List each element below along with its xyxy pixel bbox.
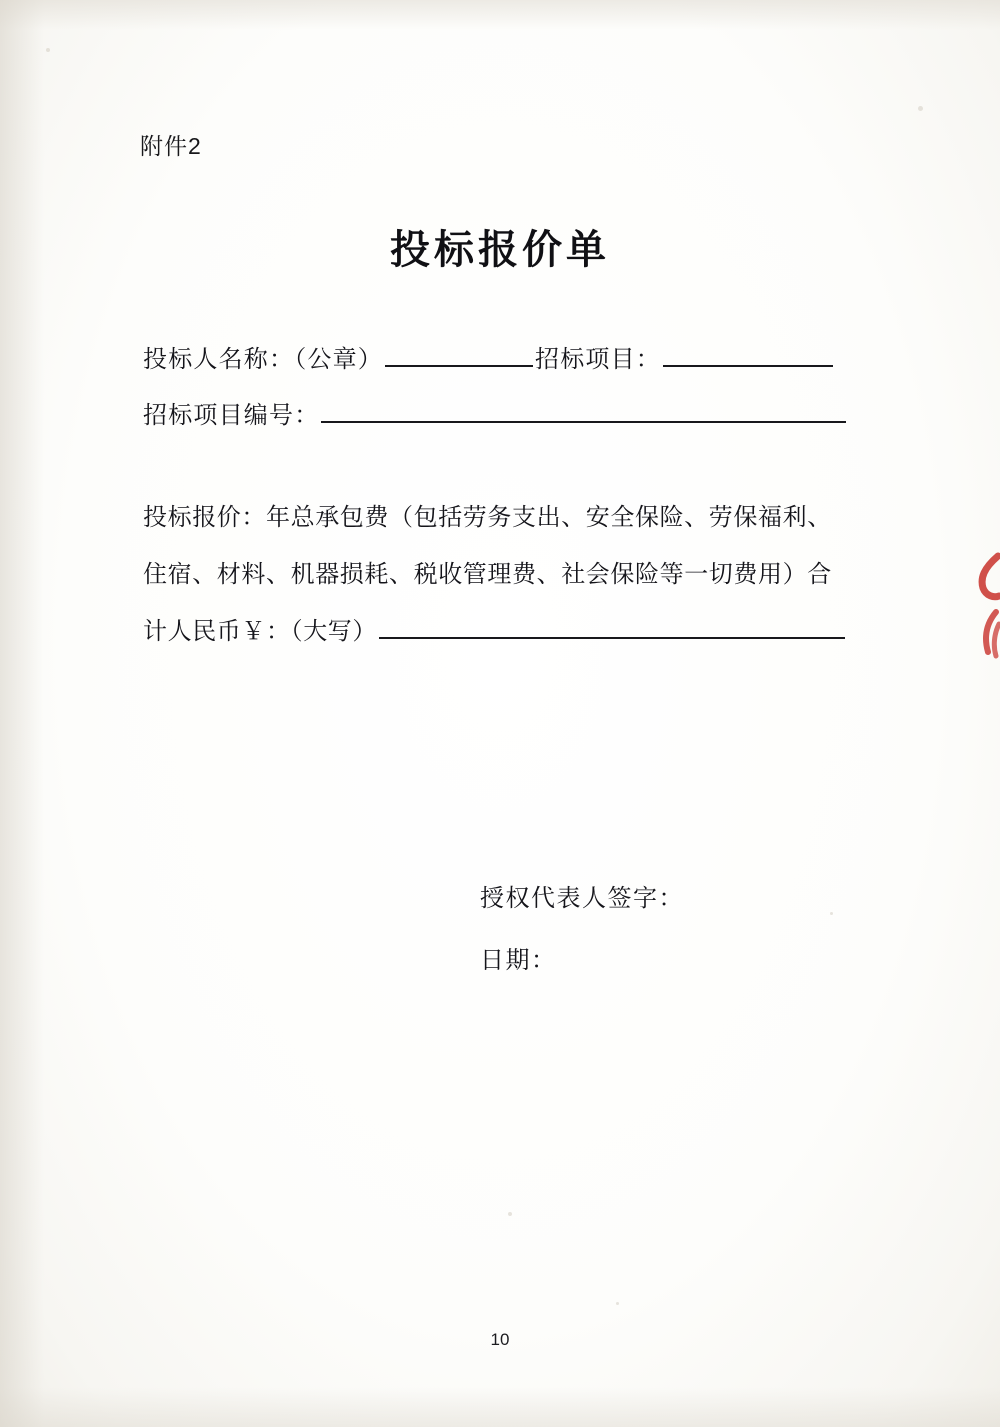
tender-project-label: 招标项目： — [535, 347, 661, 373]
scan-speck — [508, 1212, 512, 1216]
bid-price-line-1: 投标报价：年总承包费（包括劳务支出、安全保险、劳保福利、 — [143, 505, 832, 531]
signature-block — [480, 868, 684, 992]
authorized-representative-label: 授权代表人签字： — [480, 886, 684, 912]
amount-in-words-blank[interactable] — [379, 613, 845, 639]
scan-speck — [46, 48, 50, 52]
bid-price-line-3 — [143, 604, 873, 661]
red-stamp-fragment-icon — [974, 552, 1000, 662]
field-row-bidder-name — [143, 332, 883, 388]
tender-project-blank[interactable] — [663, 341, 833, 367]
bidder-name-blank[interactable] — [385, 341, 533, 367]
form-fields — [143, 332, 883, 444]
bidder-name-label: 投标人名称：（公章） — [143, 347, 383, 373]
scan-speck — [918, 106, 923, 111]
scan-speck — [830, 912, 833, 915]
bid-price-line-2: 住宿、材料、机器损耗、税收管理费、社会保险等一切费用）合 — [143, 562, 832, 588]
scan-speck — [616, 1302, 619, 1305]
bid-price-paragraph — [143, 490, 873, 661]
page-title: 投标报价单 — [390, 226, 610, 273]
page-number: 10 — [490, 1330, 510, 1349]
scan-shadow-left — [0, 0, 44, 1427]
attachment-label: 附件2 — [140, 133, 202, 159]
project-number-label: 招标项目编号： — [143, 403, 320, 429]
date-label: 日期： — [480, 948, 557, 974]
field-row-project-number — [143, 388, 883, 444]
scan-shadow-top — [0, 0, 1000, 30]
amount-in-words-label: 计人民币￥：（大写） — [143, 619, 377, 645]
project-number-blank[interactable] — [321, 397, 846, 423]
scan-shadow-bottom — [0, 1387, 1000, 1427]
